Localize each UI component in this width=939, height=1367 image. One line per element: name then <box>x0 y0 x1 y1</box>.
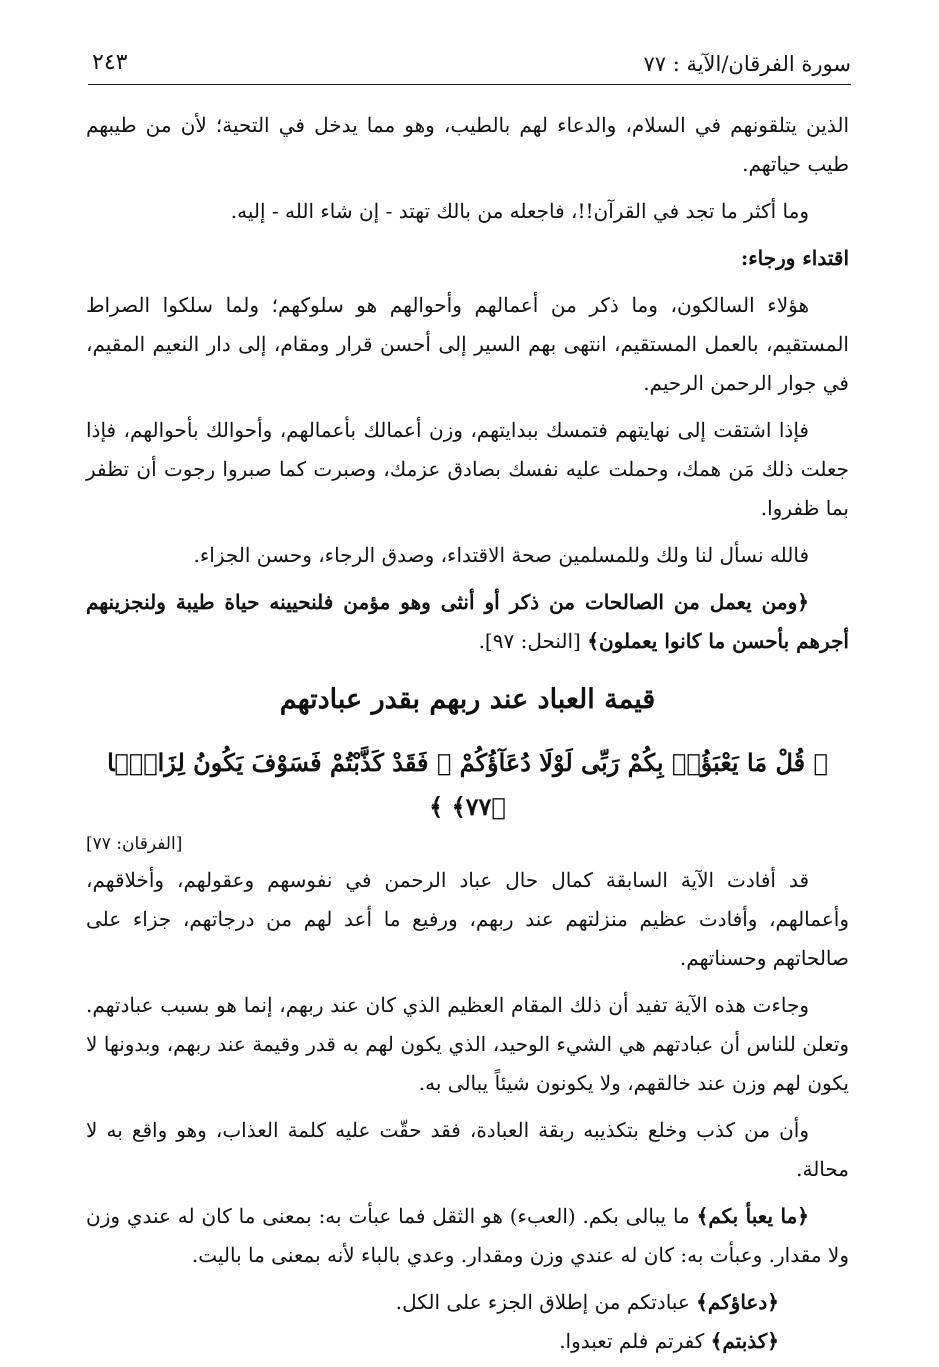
header-page-number: ٢٤٣ <box>92 50 128 75</box>
page-header <box>88 44 851 85</box>
header-surah-reference: سورة الفرقان/الآية : ٧٧ <box>643 52 851 76</box>
gloss-term: ﴿كذبتم﴾ <box>710 1329 779 1353</box>
gloss-text: ما يبالى بكم. (العبء) هو الثقل فما عبأت به: بمعنى ما كان له عندي وزن ولا مقدار. وعبأت به: كان له عندي وزن ومقدار. وعدي بالباء لأنه بمعنى ما باليت. <box>86 1204 849 1267</box>
paragraph-travelers: هؤلاء السالكون، وما ذكر من أعمالهم وأحوالهم هو سلوكهم؛ ولما سلكوا الصراط المستقيم، بالعمل المستقيم، انتهى بهم السير إلى أحسن قرار ومقام، إلى دار النعيم المقيم، في جوار الرحمن الرحيم. <box>86 293 849 395</box>
section-title: قيمة العباد عند ربهم بقدر عبادتهم <box>279 684 656 715</box>
paragraph-longing: فإذا اشتقت إلى نهايتهم فتمسك ببدايتهم، وزن أعمالك بأعمالهم، وأحوالك بأحوالهم، فإذا جعلت ذلك مَن همك، وحملت عليه نفسك بصادق عزمك، وصبرت كما صبروا رجوت أن تظفر بما ظفروا. <box>86 418 849 520</box>
page-body <box>86 106 849 1361</box>
quote-text: ﴿ومن يعمل من الصالحات من ذكر أو أنثى وهو مؤمن فلنحيينه حياة طيبة ولنجزينهم أجرهم بأحسن ما كانوا يعملون﴾ <box>86 590 849 653</box>
gloss-text: عبادتكم من إطلاق الجزء على الكل. <box>395 1290 697 1314</box>
gloss-duaukum <box>86 1283 849 1322</box>
quoted-verse-nahl <box>86 583 849 661</box>
paragraph-quran-note: وما أكثر ما تجد في القرآن!!، فاجعله من بالك تهتد - إن شاء الله - إليه. <box>230 199 809 223</box>
paragraph-benefits: قد أفادت الآية السابقة كمال حال عباد الرحمن في نفوسهم وعقولهم، وأخلاقهم، وأعمالهم، وأفادت عظيم منزلتهم عند ربهم، ورفيع ما أعد لهم من درجاتهم، جزاء على صالحاتهم وحسناتهم. <box>86 868 849 970</box>
paragraph-greeting: الذين يتلقونهم في السلام، والدعاء لهم بالطيب، وهو مما يدخل في التحية؛ لأن من طيبهم طيب حياتهم. <box>86 113 849 176</box>
paragraph-deniers: وأن من كذب وخلع بتكذيبه ربقة العبادة، فقد حقّت عليه كلمة العذاب، وهو واقع به لا محالة. <box>86 1118 849 1181</box>
paragraph-supplication: فالله نسأل لنا ولك وللمسلمين صحة الاقتداء، وصدق الرجاء، وحسن الجزاء. <box>193 543 809 567</box>
gloss-kadhabtum <box>86 1322 849 1361</box>
gloss-term: ﴿دعاؤكم﴾ <box>696 1290 779 1314</box>
quran-verse: ﴿ قُلْ مَا يَعْبَؤُا۟ بِكُمْ رَبِّى لَوْلَا دُعَآؤُكُمْ ۖ فَقَدْ كَذَّبْتُمْ فَسَوْفَ يَكُونُ لِزَامًۢا ﴿٧٧﴾ ﴾ <box>107 748 828 821</box>
paragraph-worship-value: وجاءت هذه الآية تفيد أن ذلك المقام العظيم الذي كان عند ربهم، إنما هو بسبب عبادتهم. وتعلن للناس أن عبادتهم هي الشيء الوحيد، الذي يكون لهم به قدر وقيمة عند ربهم، وبدونها لا يكون لهم وزن عند خالقهم، ولا يكونون شيئاً يبالى به. <box>86 993 849 1095</box>
verse-reference: [الفرقان: ٧٧] <box>86 834 183 854</box>
quote-reference: [النحل: ٩٧]. <box>478 629 588 653</box>
gloss-text: كفرتم فلم تعبدوا. <box>559 1329 711 1353</box>
gloss-ma-yabau <box>86 1197 849 1275</box>
section-heading-emulation: اقتداء ورجاء: <box>740 246 849 270</box>
gloss-term: ﴿ما يعبأ بكم﴾ <box>696 1204 809 1228</box>
